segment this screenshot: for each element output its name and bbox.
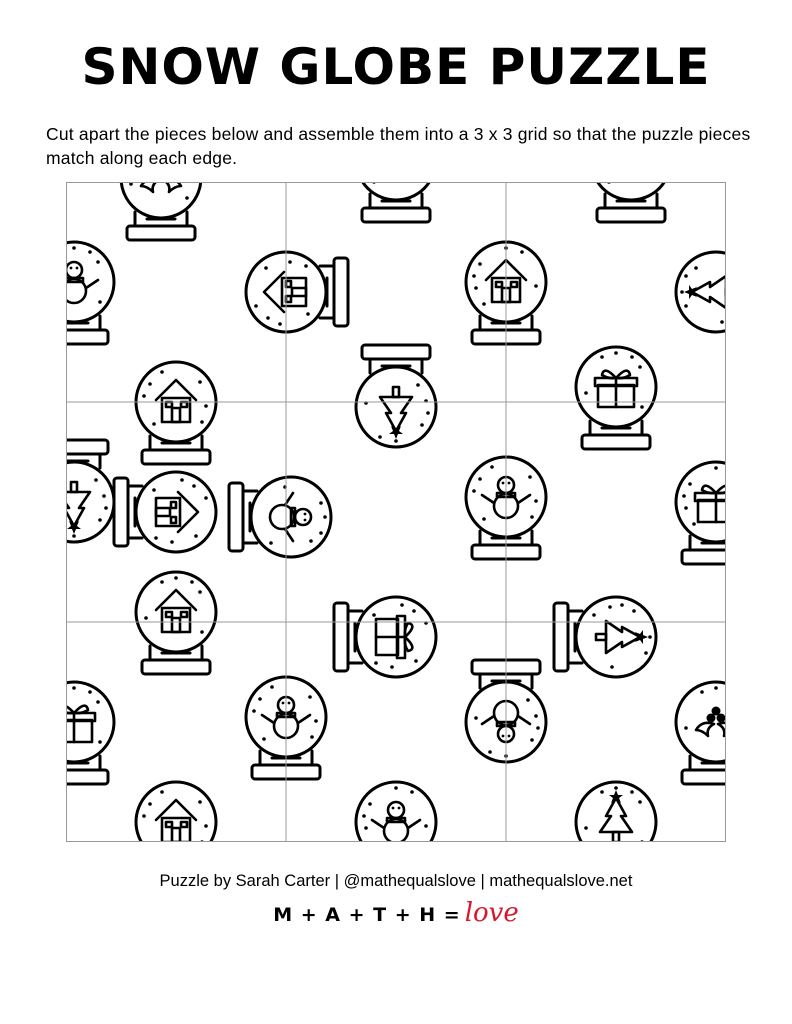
puzzle-background xyxy=(66,182,726,842)
page-title: SNOW GLOBE PUZZLE xyxy=(81,38,711,96)
math-equals-love-logo xyxy=(0,898,792,928)
credit-line: Puzzle by Sarah Carter | @mathequalslove | mathequalslove.net xyxy=(159,872,633,890)
logo-math-text: M + A + T + H = xyxy=(273,904,461,926)
instructions-text: Cut apart the pieces below and assemble them into a 3 x 3 grid so that the puzzle pieces match along each edge. xyxy=(46,124,751,168)
puzzle-pieces-canvas xyxy=(66,182,726,842)
puzzle-grid xyxy=(66,182,726,842)
logo-love-text: love xyxy=(464,898,519,928)
